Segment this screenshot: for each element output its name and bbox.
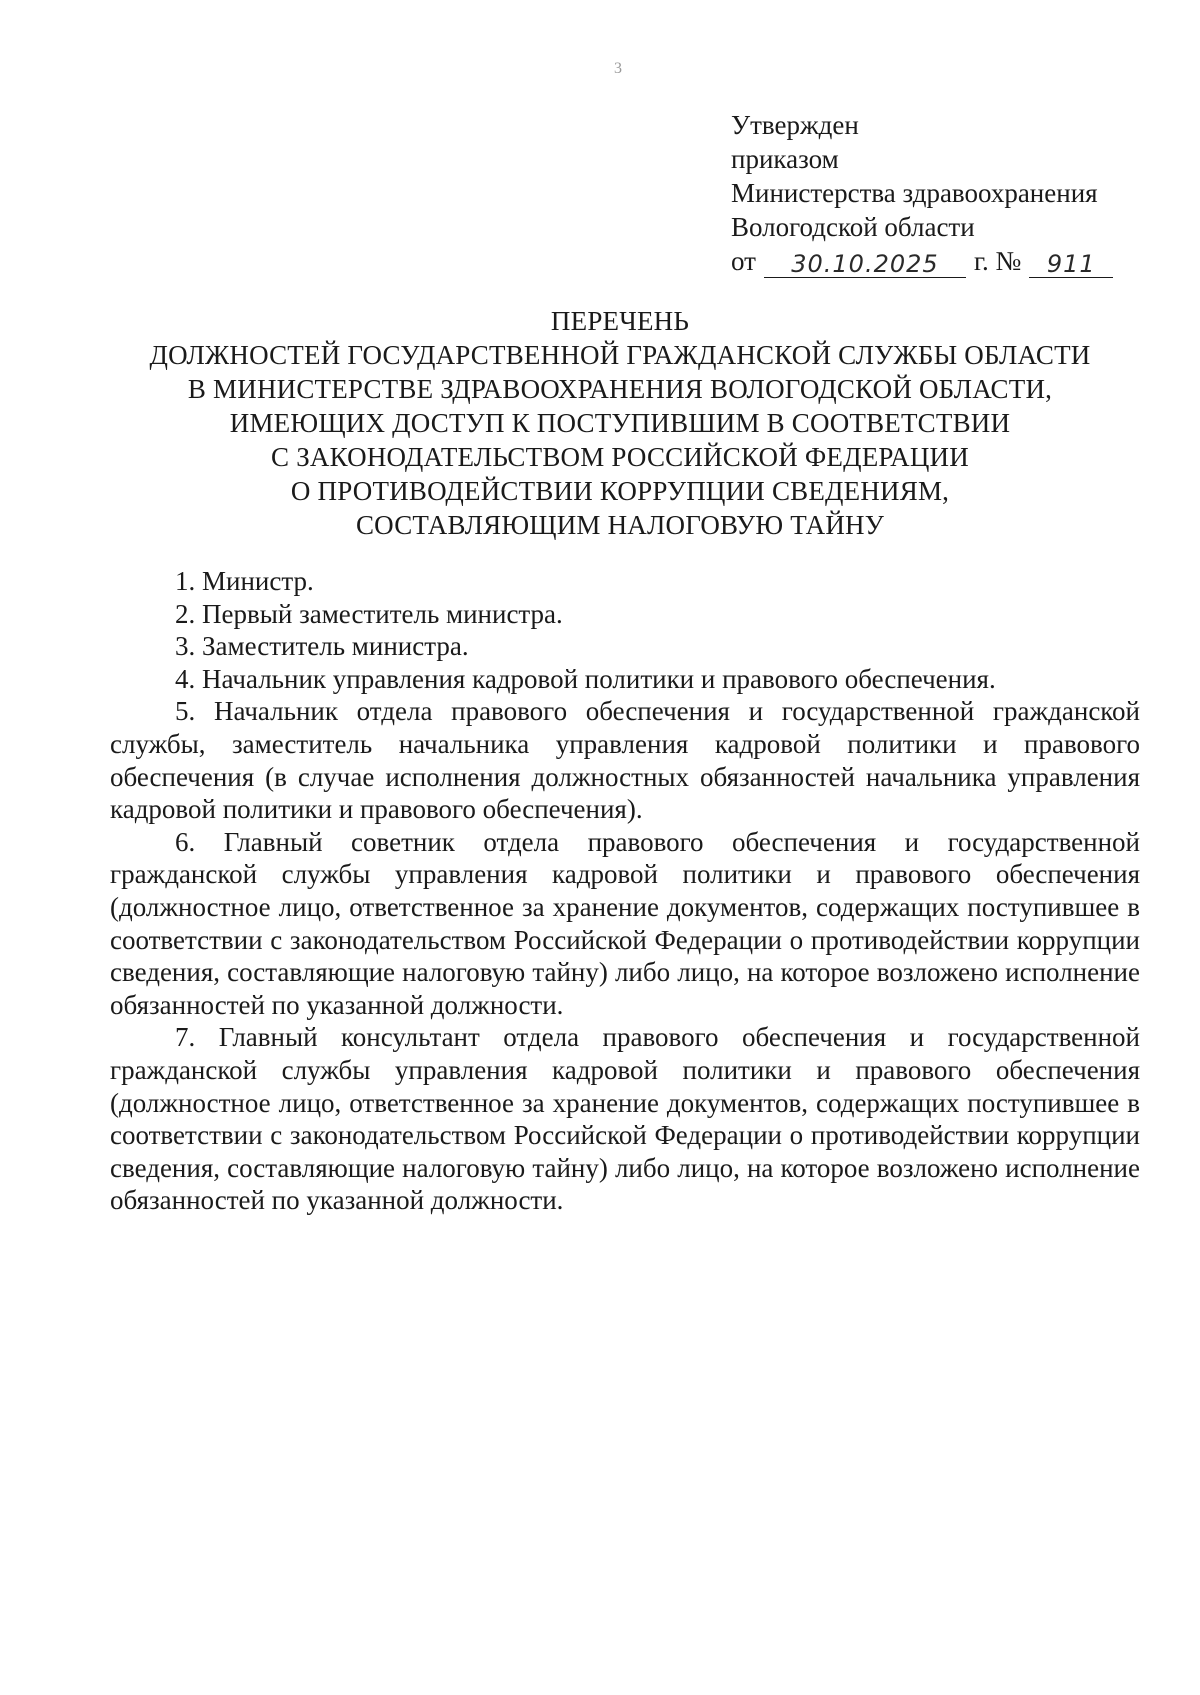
approval-line-region: Вологодской области: [731, 212, 975, 242]
title-heading: ПЕРЕЧЕНЬ: [550, 306, 690, 336]
approval-line-order: приказом: [731, 144, 839, 174]
positions-list: [110, 565, 1140, 1217]
approval-stamp-block: [731, 108, 1113, 278]
approval-line-ministry: Министерства здравоохранения: [731, 178, 1098, 208]
document-title: [60, 304, 1180, 542]
handwritten-date: 30.10.2025: [764, 251, 966, 278]
list-item: 2. Первый заместитель министра.: [175, 598, 563, 629]
from-label: от: [731, 246, 756, 276]
title-line-2: В МИНИСТЕРСТВЕ ЗДРАВООХРАНЕНИЯ ВОЛОГОДСКОЙ ОБЛАСТИ,: [187, 374, 1053, 404]
title-line-5: О ПРОТИВОДЕЙСТВИИ КОРРУПЦИИ СВЕДЕНИЯМ,: [290, 476, 950, 506]
list-item: 3. Заместитель министра.: [175, 631, 469, 662]
approval-date-number-line: [731, 244, 1113, 278]
approval-line-approved: Утвержден: [731, 110, 859, 140]
list-item: 4. Начальник управления кадровой политики и правового обеспечения.: [175, 663, 996, 694]
list-item: 6. Главный советник отдела правового обеспечения и государственной гражданской службы управления кадровой политики и правового обеспечения (должностное лицо, ответственное за хранение документов, содержащих поступившее в соответствии с законодательством Российской Федерации о противодействии коррупции сведения, составляющие налоговую тайну) либо лицо, на которое возложено исполнение обязанностей по указанной должности.: [110, 826, 1140, 1020]
page-number: 3: [614, 60, 622, 77]
title-line-3: ИМЕЮЩИХ ДОСТУП К ПОСТУПИВШИМ В СООТВЕТСТВИИ: [229, 408, 1011, 438]
list-item: 1. Министр.: [175, 566, 314, 596]
year-number-label: г. №: [973, 246, 1022, 276]
title-line-1: ДОЛЖНОСТЕЙ ГОСУДАРСТВЕННОЙ ГРАЖДАНСКОЙ СЛУЖБЫ ОБЛАСТИ: [149, 340, 1091, 370]
list-item: 7. Главный консультант отдела правового обеспечения и государственной гражданской службы управления кадровой политики и правового обеспечения (должностное лицо, ответственное за хранение документов, содержащих поступившее в соответствии с законодательством Российской Федерации о противодействии коррупции сведения, составляющие налоговую тайну) либо лицо, на которое возложено исполнение обязанностей по указанной должности.: [110, 1022, 1140, 1216]
handwritten-order-number: 911: [1029, 251, 1113, 278]
title-line-6: СОСТАВЛЯЮЩИМ НАЛОГОВУЮ ТАЙНУ: [355, 510, 885, 540]
title-line-4: С ЗАКОНОДАТЕЛЬСТВОМ РОССИЙСКОЙ ФЕДЕРАЦИИ: [271, 442, 969, 472]
list-item: 5. Начальник отдела правового обеспечения и государственной гражданской службы, заместитель начальника управления кадровой политики и правового обеспечения (в случае исполнения должностных обязанностей начальника управления кадровой политики и правового обеспечения).: [110, 696, 1140, 825]
